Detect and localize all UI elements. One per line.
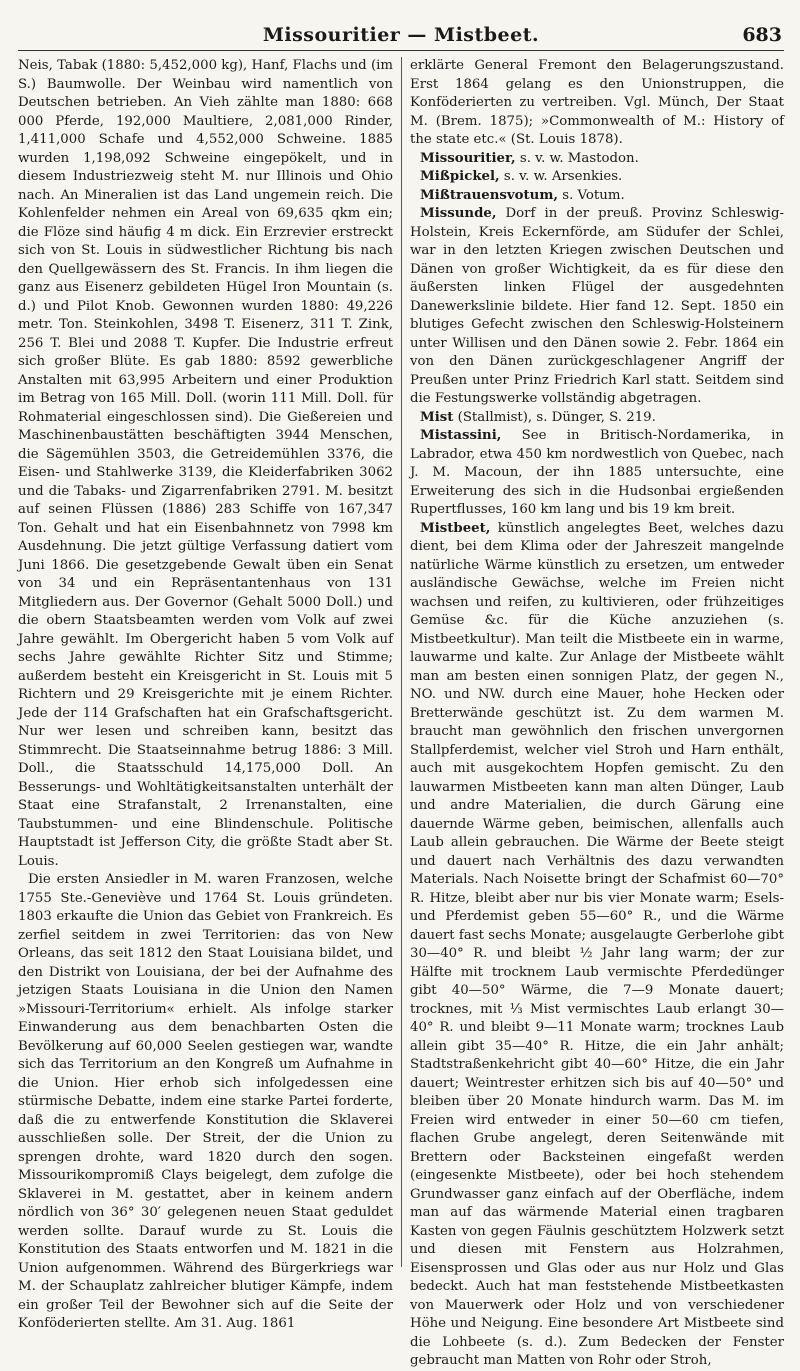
entry-text: (Stallmist), s. Dünger, S. 219. (453, 409, 656, 425)
left-column (18, 57, 401, 1331)
entry (410, 409, 784, 428)
entry-text: See in Britisch-Nordamerika, in Labrador, etwa 450 km nordwestlich von Quebec, nach J. M. Macoun, der ihn 1885 untersuchte, eine Erweiterung des sich in die Hudsonbai ergießenden Rupertflusses, 160 km lang und bis 19 km breit. (410, 428, 784, 517)
text-columns (18, 57, 784, 1368)
entry (410, 205, 784, 409)
entry-lemma: Missouritier, (420, 150, 516, 166)
entry (410, 168, 784, 187)
entry-lemma: Mißtrauensvotum, (420, 187, 559, 203)
entry-lemma: Missunde, (420, 206, 497, 221)
page-number: 683 (742, 24, 782, 46)
entry-text: künstlich angelegtes Beet, welches dazu dient, bei dem Klima oder der Jahreszeit mangelnde natürliche Wärme künstlich zu ersetzen, um entweder ausländische Gewächse, welche im Freien nicht wachsen und reifen, zu kultivieren, oder frühzeitiges Gemüse &c. für die Küche anzuziehen (s. Mistbeetkultur). Man teilt die Mistbeete ein in warme, lauwarme und kalte. Zur Anlage der Mistbeete wählt man am besten einen sonnigen Platz, der gegen N., NO. und NW. durch eine Mauer, hohe Hecken oder Bretterwände geschützt ist. Zu dem warmen M. braucht man gewöhnlich den frischen unvergornen Stallpferdemist, welcher viel Stroh und Harn enthält, auch mit ausgekochtem Hopfen gemischt. Zu den lauwarmen Mistbeeten kann man alten Dünger, Laub und andre Materialien, die durch Gärung eine dauernde Wärme geben, beimischen, allenfalls auch Laub allein gebrauchen. Die Wärme der Beete steigt und dauert nach Verhältnis des dazu verwandten Materials. Nach Noisette bringt der Schafmist 60—70° R. Hitze, bleibt aber nur bis vier Monate warm; Esels- und Pferdemist geben 55—60° R., und die Wärme dauert fast sechs Monate; ausgelaugte Gerberlohe gibt 30—40° R. und bleibt ½ Jahr lang warm; der zur Hälfte mit trocknem Laub vermischte Pferdedünger gibt 40—50° Wärme, die 7—9 Monate dauert; trocknes, mit ⅓ Mist vermischtes Laub erlangt 30—40° R. und bleibt 9—11 Monate warm; trocknes Laub allein gibt 35—40° R. Hitze, die ein Jahr anhält; Stadtstraßenkehricht gibt 40—60° Hitze, die ein Jahr dauert; Weintrester erhitzen sich bis auf 40—50° und bleiben über 20 Monate hindurch warm. Das M. im Freien wird entweder in einer 50—60 cm tiefen, flachen Grube angelegt, deren Seitenwände mit Brettern oder Backsteinen eingefaßt werden (eingesenkte Mistbeete), oder bei hoch stehendem Grundwasser ganz einfach auf der Oberfläche, indem man auf das wärmende Material einen tragbaren Kasten von gegen Fäulnis geschütztem Holzwerk setzt und diesen mit Fenstern aus Holzrahmen, Eisensprossen und Glas oder aus nur Holz und Glas bedeckt. Auch hat man feststehende Mistbeetkasten von Mauerwerk oder Holz und von verschiedener Höhe und Neigung. Eine besondere Art Mistbeete sind die Lohbeete (s. d.). Zum Bedecken der Fenster gebraucht man Matten von Rohr oder Stroh, (410, 520, 784, 1368)
entry-lemma: Mist (420, 409, 454, 425)
page-header (18, 22, 784, 51)
entry-text: s. Votum. (558, 187, 625, 203)
entry (410, 427, 784, 520)
entry-text: erklärte General Fremont den Belagerungszustand. Erst 1864 gelang es den Unionstruppen, die Konföderierten zu vertreiben. Vgl. Münch, Der Staat M. (Brem. 1875); »Commonwealth of M.: History of the state etc.« (St. Louis 1878). (410, 58, 784, 147)
right-column (401, 57, 784, 1368)
entry (410, 520, 784, 1371)
entry-lemma: Mistassini, (420, 428, 502, 443)
entry-lemma: Mistbeet, (420, 520, 491, 536)
entry-lemma: Mißpickel, (420, 169, 500, 184)
paragraph: Neis, Tabak (1880: 5,452,000 kg), Hanf, Flachs und (im S.) Baumwolle. Der Weinbau wird namentlich von Deutschen betrieben. An Vieh zählte man 1880: 668 000 Pferde, 192,000 Maultiere, 2,081,000 Rinder, 1,411,000 Schafe und 4,552,000 Schweine. 1885 wurden 1,198,092 Schweine eingepökelt, und in diesem Industriezweig steht M. nur Illinois und Ohio nach. An Mineralien ist das Land ungemein reich. Die Kohlenfelder nehmen ein Areal von 69,635 qkm ein; die Flöze sind häufig 4 m dick. Ein Erzrevier erstreckt sich von St. Louis in südwestlicher Richtung bis nach den Quellgewässern des St. Francis. In ihm liegen die ganz aus Eisenerz gebildeten Hügel Iron Mountain (s. d.) und Pilot Knob. Gewonnen wurden 1880: 49,226 metr. Ton. Steinkohlen, 3498 T. Eisenerz, 311 T. Zink, 256 T. Blei und 2088 T. Kupfer. Die Industrie erfreut sich großer Blüte. Es gab 1880: 8592 gewerbliche Anstalten mit 63,995 Arbeitern und einer Produktion im Betrag von 165 Mill. Doll. (worin 111 Mill. Doll. für Rohmaterial eingeschlossen sind). Die Gießereien und Maschinenbaustätten beschäftigten 3944 Menschen, die Sägemühlen 3503, die Getreidemühlen 3376, die Eisen- und Stahlwerke 3139, die Kleiderfabriken 3062 und die Tabaks- und Zigarrenfabriken 2791. M. besitzt auf seinen Flüssen (1886) 283 Schiffe von 167,347 Ton. Gehalt und hat ein Eisenbahnnetz von 7998 km Ausdehnung. Die jetzt gültige Verfassung datiert vom Juni 1866. Die gesetzgebende Gewalt üben ein Senat von 34 und ein Repräsentantenhaus von 131 Mitgliedern aus. Der Governor (Gehalt 5000 Doll.) und die obern Staatsbeamten werden vom Volk auf zwei Jahre gewählt. Im Obergericht haben 5 vom Volk auf sechs Jahre gewählte Richter Sitz und Stimme; außerdem besteht ein Kreisgericht in St. Louis mit 5 Richtern und 29 Kreisgerichte mit je einem Richter. Jede der 114 Grafschaften hat ein Grafschaftsgericht. Nur wer lesen und schreiben kann, besitzt das Stimmrecht. Die Staatseinnahme betrug 1886: 3 Mill. Doll., die Staatsschuld 14,175,000 Doll. An Besserungs- und Wohltätigkeitsanstalten unterhält der Staat eine Strafanstalt, 2 Irrenanstalten, eine Taubstummen- und eine Blindenschule. Politische Hauptstadt ist Jefferson City, die größte Stadt aber St. Louis. (18, 58, 393, 869)
entry-continuation (410, 57, 784, 150)
entry-text: s. v. w. Arsenkies. (499, 169, 623, 184)
entry-text: Dorf in der preuß. Provinz Schleswig-Holstein, Kreis Eckernförde, am Südufer der Schlei, war in den letzten Kriegen zwischen Deutschen und Dänen von großer Wichtigkeit, da es für diese den äußersten linken Flügel der ausgedehnten Danewerkslinie bildete. Hier fand 12. Sept. 1850 ein blutiges Gefecht zwischen den Schleswig-Holsteinern unter Willisen und den Dänen sowie 2. Febr. 1864 ein von den Dänen zurückgeschlagener Angriff der Preußen unter Prinz Friedrich Karl statt. Seitdem sind die Festungswerke vollständig abgetragen. (410, 206, 784, 406)
entry (410, 150, 784, 169)
paragraph: Die ersten Ansiedler in M. waren Franzosen, welche 1755 Ste.-Geneviève und 1764 St. Louis gründeten. 1803 erkaufte die Union das Gebiet von Frankreich. Es zerfiel seitdem in zwei Territorien: das von New Orleans, das seit 1812 den Staat Louisiana bildet, und den Distrikt von Louisiana, der bei der Aufnahme des jetzigen Staats Louisiana in die Union den Namen »Missouri-Territorium« erhielt. Als infolge starker Einwanderung aus dem benachbarten Osten die Bevölkerung auf 60,000 Seelen gestiegen war, wandte sich das Territorium an den Kongreß um Aufnahme in die Union. Hier erhob sich infolgedessen eine stürmische Debatte, indem eine starke Partei forderte, daß die zu entwerfende Konstitution die Sklaverei ausschließen solle. Der Streit, der die Union zu sprengen drohte, ward 1820 durch den sogen. Missourikompromiß Clays beigelegt, dem zufolge die Sklaverei in M. gestattet, aber in keinem andern nördlich von 36° 30′ gelegenen neuen Staat geduldet werden sollte. Darauf wurde zu St. Louis die Konstitution des Staats entworfen und M. 1821 in die Union aufgenommen. Während des Bürgerkriegs war M. der Schauplatz zahlreicher blutiger Kämpfe, indem ein großer Teil der Bewohner sich auf die Seite der Konföderierten stellte. Am 31. Aug. 1861 (18, 872, 393, 1331)
entry (410, 187, 784, 206)
running-title: Missouritier — Mistbeet. (262, 24, 540, 46)
entry-text: s. v. w. Mastodon. (515, 150, 639, 166)
